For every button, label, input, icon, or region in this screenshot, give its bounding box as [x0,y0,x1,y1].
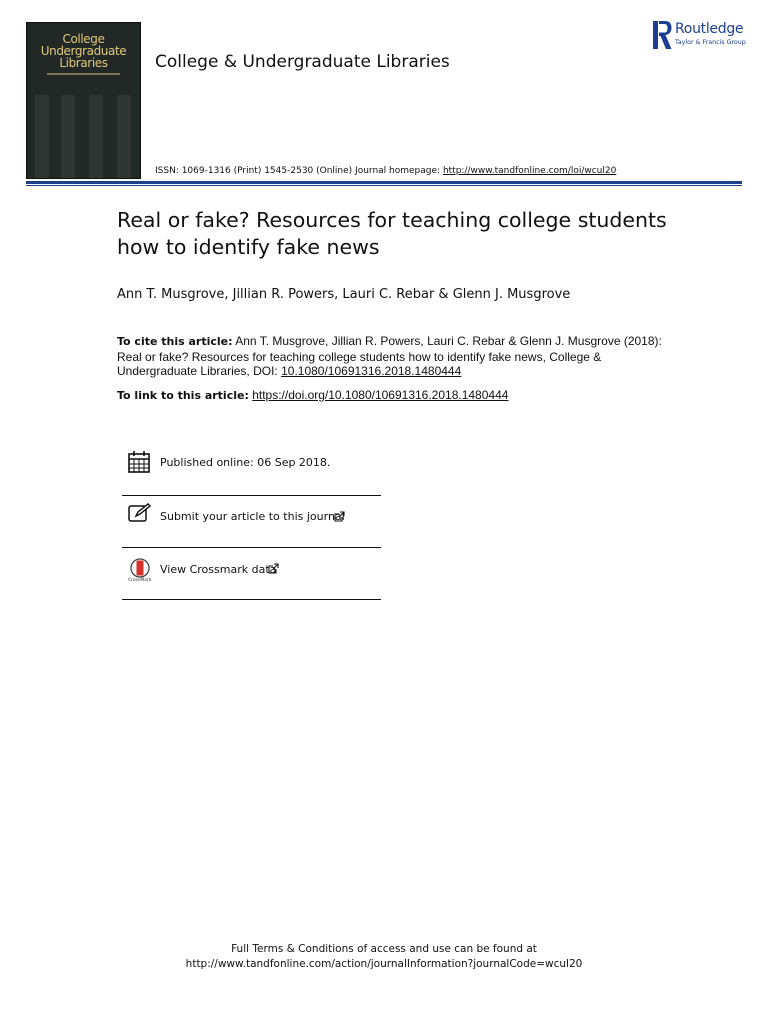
row-divider [122,599,381,600]
article-title: Real or fake? Resources for teaching college students how to identify fake news [117,208,667,259]
footer-terms [0,942,768,972]
submit-article-label: Submit your article to this journal [160,510,345,523]
article-link-label: To link to this article: [117,389,249,402]
issn-line [155,166,616,176]
calendar-icon [128,451,150,473]
crossmark-label: View Crossmark data [160,563,277,576]
footer-terms-link[interactable]: http://www.tandfonline.com/action/journalInformation?journalCode=wcul20 [185,958,583,970]
citation-doi-link[interactable]: 10.1080/10691316.2018.1480444 [281,364,462,378]
published-date: Published online: 06 Sep 2018. [160,456,331,469]
external-link-icon [334,511,345,522]
publisher-group: Taylor & Francis Group [675,39,746,46]
edit-icon [128,503,152,523]
publisher-logo [653,20,745,50]
crossmark-link[interactable] [160,563,290,579]
row-divider [122,547,381,548]
header-divider [26,181,742,184]
article-doi-link[interactable]: https://doi.org/10.1080/10691316.2018.1480444 [252,388,509,402]
external-link-icon [268,563,279,574]
citation-block [117,334,662,379]
article-authors: Ann T. Musgrove, Jillian R. Powers, Lauri C. Rebar & Glenn J. Musgrove [117,287,571,302]
journal-homepage-link[interactable]: http://www.tandfonline.com/loi/wcul20 [442,166,617,176]
submit-article-link[interactable] [160,510,350,526]
article-link-block [117,388,508,402]
journal-cover-image [26,22,141,179]
crossmark-icon [128,558,152,578]
publisher-name: Routledge [675,21,744,37]
footer-line-1: Full Terms & Conditions of access and use can be found at [231,943,537,955]
citation-label: To cite this article: [117,335,233,348]
journal-title: College & Undergraduate Libraries [155,52,450,72]
cover-title: College Undergraduate Libraries [40,32,127,70]
header-divider-thin [26,185,742,186]
routledge-r-icon [653,21,672,49]
crossmark-caption: CrossMark [128,578,152,583]
row-divider [122,495,381,496]
citation-text: Ann T. Musgrove, Jillian R. Powers, Lauri C. Rebar & Glenn J. Musgrove (2018): Real or fake? Resources for teaching college students how to identify fake news, College & Undergraduate Libraries, DOI: [117,334,662,378]
issn-text: ISSN: 1069-1316 (Print) 1545-2530 (Online) Journal homepage: [155,166,441,176]
